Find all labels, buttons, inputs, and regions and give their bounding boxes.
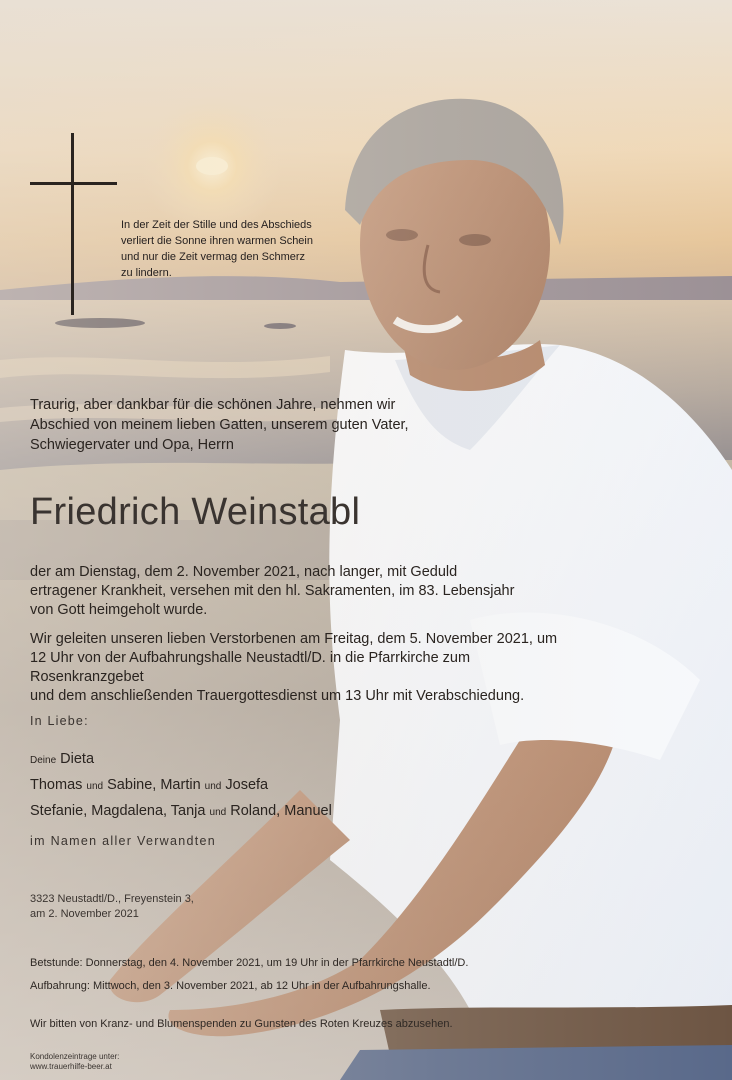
wife-name: Dieta bbox=[60, 751, 95, 767]
poem-line: In der Zeit der Stille und des Abschieds bbox=[121, 219, 312, 231]
poem-line: verliert die Sonne ihren warmen Schein bbox=[121, 235, 313, 247]
condolence-website-link[interactable]: www.trauerhilfe-beer.at bbox=[30, 1062, 112, 1071]
address-line: 3323 Neustadtl/D., Freyenstein 3, bbox=[30, 893, 194, 905]
und-word: und bbox=[86, 781, 104, 792]
mourning-poem bbox=[121, 217, 336, 281]
intro-text bbox=[30, 395, 530, 455]
family-name: Thomas bbox=[30, 777, 83, 793]
intro-line: Schwiegervater und Opa, Herrn bbox=[30, 437, 234, 453]
funeral-line: Wir geleiten unseren lieben Verstorbenen am Freitag, dem 5. November 2021, um bbox=[30, 631, 558, 647]
funeral-line: und dem anschließenden Trauergottesdienst um 13 Uhr mit Verabschiedung. bbox=[30, 688, 525, 704]
funeral-line: 12 Uhr von der Aufbahrungshalle Neustadtl/D. in die Pfarrkirche zum Rosenkranzgebet bbox=[30, 650, 471, 685]
family-name: Stefanie, Magdalena, Tanja bbox=[30, 803, 206, 819]
condolence-label: Kondolenzeintrage unter: bbox=[30, 1052, 120, 1061]
donation-note: Wir bitten von Kranz- und Blumenspenden zu Gunsten des Roten Kreuzes abzusehen. bbox=[30, 1018, 453, 1030]
und-word: und bbox=[204, 781, 222, 792]
deine-word: Deine bbox=[30, 755, 57, 766]
family-line-children bbox=[30, 775, 268, 797]
poem-line: und nur die Zeit vermag den Schmerz bbox=[121, 251, 306, 263]
funeral-details-text bbox=[30, 630, 560, 706]
family-name: Josefa bbox=[225, 777, 269, 793]
betstunde-info: Betstunde: Donnerstag, den 4. November 2021, um 19 Uhr in der Pfarrkirche Neustadtl/D. bbox=[30, 957, 469, 969]
family-line-grandchildren bbox=[30, 801, 332, 823]
family-name: Roland, Manuel bbox=[230, 803, 332, 819]
intro-line: Traurig, aber dankbar für die schönen Jahre, nehmen wir bbox=[30, 397, 396, 413]
family-name: Sabine, Martin bbox=[107, 777, 201, 793]
deceased-name: Friedrich Weinstabl bbox=[30, 491, 361, 533]
condolence-info bbox=[30, 1052, 119, 1072]
notice-line: der am Dienstag, dem 2. November 2021, nach langer, mit Geduld bbox=[30, 564, 458, 580]
aufbahrung-info: Aufbahrung: Mittwoch, den 3. November 2021, ab 12 Uhr in der Aufbahrungshalle. bbox=[30, 980, 431, 992]
in-liebe-heading: In Liebe: bbox=[30, 714, 89, 728]
poem-line: zu lindern. bbox=[121, 267, 172, 279]
notice-line: ertragener Krankheit, versehen mit den hl. Sakramenten, im 83. Lebensjahr bbox=[30, 583, 515, 599]
intro-line: Abschied von meinem lieben Gatten, unserem guten Vater, bbox=[30, 417, 409, 433]
und-word: und bbox=[209, 807, 227, 818]
address-block bbox=[30, 892, 250, 922]
relatives-line: im Namen aller Verwandten bbox=[30, 834, 217, 848]
family-line-wife bbox=[30, 749, 94, 771]
notice-line: von Gott heimgeholt wurde. bbox=[30, 602, 208, 618]
death-notice-text bbox=[30, 563, 550, 620]
date-line: am 2. November 2021 bbox=[30, 908, 139, 920]
